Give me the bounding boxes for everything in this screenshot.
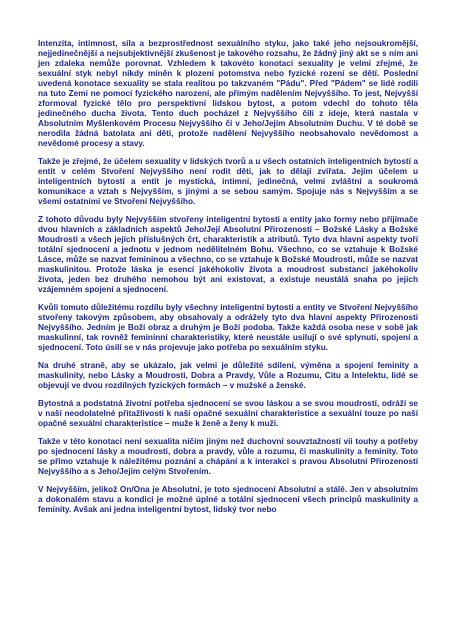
paragraph-5: Na druhé straně, aby se ukázalo, jak velmi je důležité sdílení, výměna a spojení feminity a maskulinity, nebo Lásky a Moudrosti, Dobra a Pravdy, Vůle a Rozumu, Citu a Intelektu, lidé se objevují ve dvou rozdílných fyzických formách – v mužské a ženské. [38,361,418,390]
paragraph-8: V Nejvyšším, jelikož On/Ona je Absolutní, je toto sjednocení Absolutní a stálé. Jen v absolutním a dokonalém stavu a kondici je možné úplné a totální sjednocení všech principů maskulinity a feminity. Avšak ani jedna inteligentní bytost, lidský tvor nebo [38,485,418,514]
paragraph-6: Bytostná a podstatná životní potřeba sjednocení se svou láskou a se svou moudrostí, odráží se v naší neodolatelné přitažlivosti k naší opačné sexuální charakteristice a sexuální touze po naší opačné sexuální charakteristice – muže k ženě a ženy k muži. [38,399,418,428]
paragraph-1: Intenzita, intimnost, síla a bezprostřednost sexuálního styku, jako také jeho nejsoukromější, nejjedinečnější a nejsubjektivnější zkušenost je takového rozsahu, že žádný jiný akt se s ním ani jen zdaleka nemůže porovnat. Vzhledem k takovéto konotaci sexuality je velmi zřejmé, že sexuální styk nebyl nikdy míněn k plození potomstva nebo fyzické rození se dětí. Poslední uvedená konotace sexuality se stala realitou po takzvaném "Pádu". Před "Pádem" se lidé rodili na tuto Zemi ne pomocí fyzického narození, ale přímým nadělením Nejvyššího. To jest, Nejvyšší zformoval fyzické tělo pro perspektivní lidskou bytost, a potom vdechl do tohoto těla jedinečného ducha života. Tento duch pocházel z Nejvyššího čili z ideje, která nastala v Absolutním Myšlenkovém Procesu Nejvyššího či v Jeho/Jejím Absolutním Duchu. V té době se nerodila žádná batolata ani děti, protože nadělení Nejvyššího neobsahovalo nevědomost a nevědomé procesy a stavy. [38,39,418,148]
paragraph-2: Takže je zřejmé, že účelem sexuality v lidských tvorů a u všech ostatních inteligentních bytostí a entit v celém Stvoření Nejvyššího není rodit děti, jak to dělají zvířata. Jejím účelem u inteligentních bytostí a entit je mystická, intimní, jedinečná, velmi zvláštní a soukromá komunikace a vztah s Nejvyšším, s jinými a se sebou samým. Spojuje nás s Nejvyšším a se všemi ostatními ve Stvoření Nejvyššího. [38,157,418,206]
paragraph-7: Takže v této konotaci není sexualita ničím jiným než duchovní souvztažností víi touhy a potřeby po sjednocení lásky a moudrosti, dobra a pravdy, vůle a rozumu, či maskulinity a feminity. Toto se přímo vztahuje k náležitému poznání a chápání a k interakci s pravou Absolutní Přirozeností Nejvyššího a s Jeho/Jejím celým Stvořením. [38,437,418,476]
paragraph-4: Kvůli tomuto důležitému rozdílu byly všechny inteligentní bytosti a entity ve Stvoření Nejvyššího stvořeny takovým způsobem, aby obsahovaly a odrážely tyto dva hlavní aspekty Přirozenosti Nejvyššího. Jedním je Boží obraz a druhým je Boží podoba. Takže každá osoba nese v sobě jak maskulinní, tak rovněž feminínní charakteristiky, které neustále usilují o své splynutí, spojení a sjednocení. Toto úsilí se v nás projevuje jako potřeba po sexuálním styku. [38,303,418,352]
document-body [38,39,418,523]
paragraph-3: Z tohoto důvodu byly Nejvyšším stvořeny inteligentní bytosti a entity jako formy nebo příjímače dvou hlavních a základních aspektů Jeho/Její Absolutní Přirozenosti – Božské Lásky a Božské Moudrosti a všech jejích příslušných črt, charakteristik a atributů. Tyto dva hlavní aspekty tvoří totální sjednocení a jednotu v jednom nedělitelném Bohu. Všechno, co se vztahuje k Božské Lásce, může se nazvat femininou a všechno, co se vztahuje k Božské Moudrosti, může se nazvat maskulinitou. Protože láska je esencí jakéhokoliv života a moudrost substancí jakéhokoliv života, jeden bez druhého nemohou být ani existovat, a existuje neustálá snaha po jejich vzájemném spojení a sjednocení. [38,215,418,294]
